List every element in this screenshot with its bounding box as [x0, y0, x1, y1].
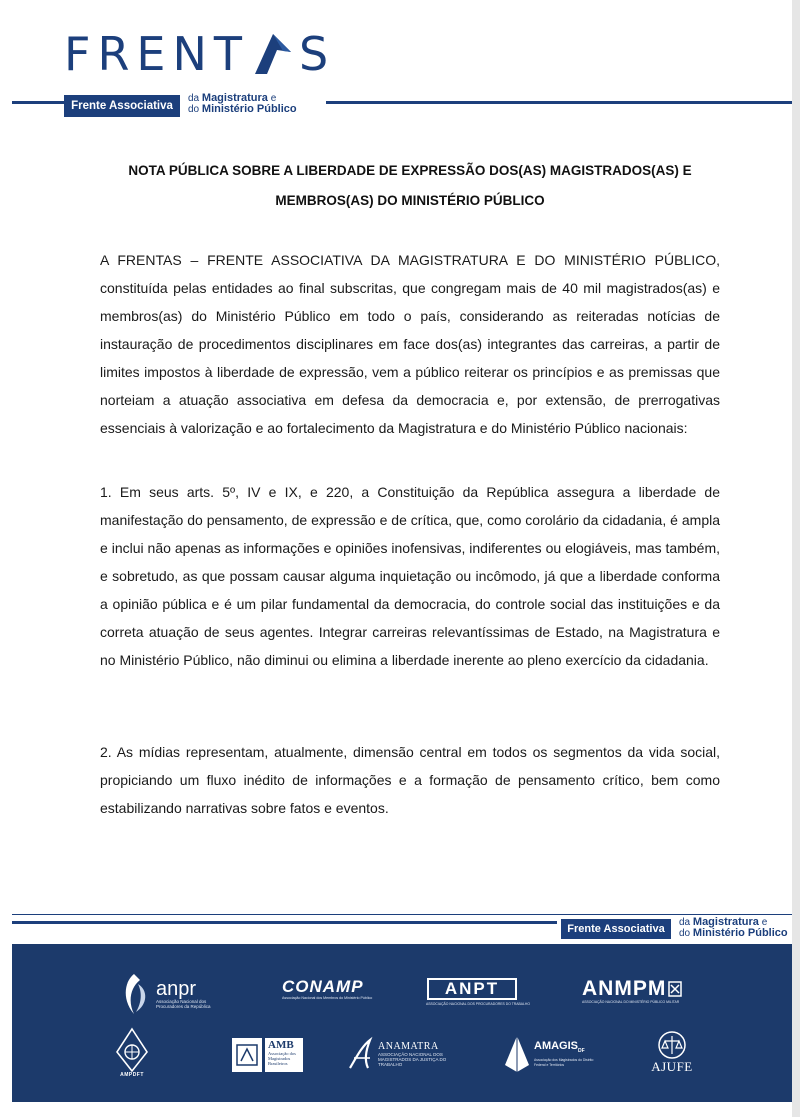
header-band: Frente Associativa — [64, 95, 180, 117]
paragraph-item-1: 1. Em seus arts. 5º, IV e IX, e 220, a Constituição da República assegura a liberdade de manifestação do pensamento, de expressão e de crítica, que, como corolário da cidadania, é ampla e inclui não apenas as informações e opiniões inofensivas, indiferentes ou elogiáveis, mas também, e sobretudo, as que possam causar alguma inquietação ou incômodo, já que a liberdade conforma a opinião pública e é um pilar fundamental da democracia, do controle social das instituições e da correta atuação de seus agentes. Integrar carreiras relevantíssimas de Estado, na Magistratura e no Ministério Público, não diminui ou elimina a liberdade inerente ao pleno exercício da cidadania. — [100, 484, 720, 668]
paragraph-item-2: 2. As mídias representam, atualmente, dimensão central em todos os segmentos da vida social, propiciando um fluxo inédito de informações e a formação de pensamento crítico, bem como estabilizando narrativas sobre fatos e eventos. — [100, 744, 720, 816]
ampdft-emblem-icon — [115, 1028, 149, 1072]
anmpm-emblem-icon — [668, 981, 682, 997]
footer-subtitle: da Magistratura e do Ministério Público — [679, 916, 788, 939]
anmpm-logo: ANMPM ASSOCIAÇÃO NACIONAL DO MINISTÉRIO PÚBLICO MILITAR — [582, 978, 694, 1010]
intro-paragraph: A FRENTAS – FRENTE ASSOCIATIVA DA MAGISTRATURA E DO MINISTÉRIO PÚBLICO, constituída pelas entidades ao final subscritas, que congregam mais de 40 mil magistrados(as) e membros(as) do Ministério Público em todo o país, considerando as reiteradas notícias de instauração de procedimentos disciplinares em face dos(as) integrantes das carreiras, a partir de limites impostos à liberdade de expressão, vem a público reiterar os princípios e as premissas que norteiam a atuação associativa em defesa da democracia e, por extensão, de prerrogativas essenciais à valorização e ao fortalecimento da Magistratura e do Ministério Público nacionais: — [100, 252, 720, 436]
amb-emblem-icon — [232, 1038, 262, 1072]
logo-a-mark-icon — [253, 32, 293, 76]
logo-text-right: S — [299, 27, 336, 81]
anpr-emblem-icon — [118, 972, 152, 1016]
amagis-logo: $AMAGIS_{DF}$ Associação dos Magistrados do Distrito Federal e Territórios — [504, 1034, 616, 1074]
anpr-logo: anpr Associação Nacional dos Procuradores da República — [118, 970, 238, 1018]
frentas-logo — [64, 24, 335, 84]
footer-rule — [12, 921, 557, 924]
associations-panel — [12, 944, 792, 1102]
document-title-line-1: NOTA PÚBLICA SOBRE A LIBERDADE DE EXPRESSÃO DOS(AS) MAGISTRADOS(AS) E — [128, 163, 692, 178]
ampdft-logo: AMPDFT — [110, 1028, 154, 1084]
document-title-line-2: MEMBROS(AS) DO MINISTÉRIO PÚBLICO — [275, 193, 545, 208]
amagis-emblem-icon — [504, 1035, 530, 1073]
ajufe-emblem-icon — [657, 1030, 687, 1060]
header-subtitle: da Magistratura e do Ministério Público — [188, 92, 297, 115]
logo-text-left: FRENT — [64, 27, 249, 81]
anamatra-logo: ANAMATRA ASSOCIAÇÃO NACIONAL DOS MAGISTRADOS DA JUSTIÇA DO TRABALHO — [348, 1036, 458, 1072]
footer-band: Frente Associativa — [561, 919, 671, 939]
page-edge — [792, 0, 800, 1117]
conamp-logo: CONAMP Associação Nacional dos Membros do Ministério Público — [282, 977, 373, 1000]
amb-logo: AMB Associação dos Magistrados Brasileiros — [232, 1036, 304, 1074]
header-rule-left — [12, 101, 64, 104]
anamatra-emblem-icon — [348, 1038, 374, 1070]
footer-rule-thin — [12, 914, 792, 915]
anpt-logo: ANPT ASSOCIAÇÃO NACIONAL DOS PROCURADORES DO TRABALHO — [426, 979, 530, 1006]
header-rule-right — [326, 101, 792, 104]
ajufe-logo: AJUFE — [644, 1030, 700, 1082]
